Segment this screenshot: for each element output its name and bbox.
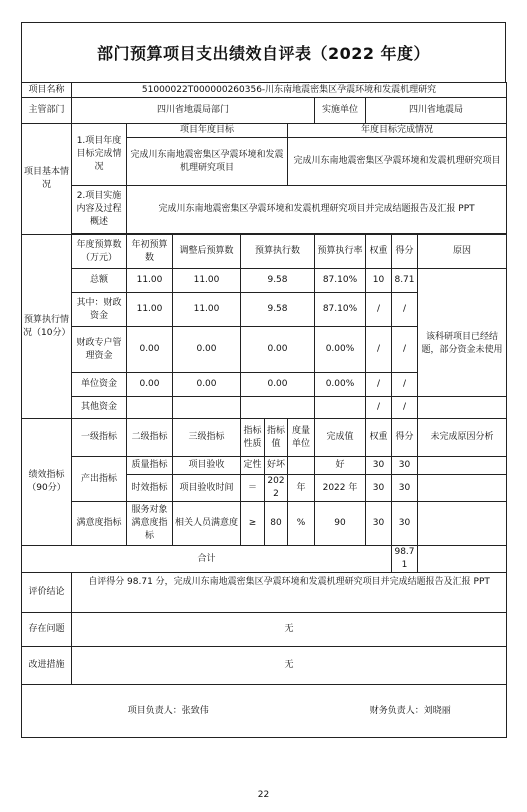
- budget-row-executed: 9.58: [241, 293, 315, 327]
- goal-text: 完成川东南地震密集区孕震环境和发震机理研究项目: [127, 138, 288, 186]
- project-name-value: 51000022T000000260356-川东南地震密集区孕震环境和发震机理研究: [72, 83, 507, 98]
- budget-header-amount: 年度预算数（万元）: [72, 235, 127, 269]
- budget-row-weight: 10: [366, 269, 392, 293]
- perf-row-lvl3: 项目验收: [173, 457, 241, 475]
- budget-header-weight: 权重: [366, 235, 392, 269]
- perf-row-unit: 年: [288, 475, 315, 502]
- budget-row-adjusted: 0.00: [173, 373, 241, 397]
- perf-header-lvl3: 三级指标: [173, 419, 241, 457]
- impl-unit-label: 实施单位: [315, 98, 366, 124]
- perf-header-unit: 度量单位: [288, 419, 315, 457]
- perf-row-done: 2022 年: [315, 475, 366, 502]
- perf-row-reason: [418, 457, 507, 475]
- issues-label: 存在问题: [22, 613, 72, 647]
- issues-text: 无: [72, 613, 507, 647]
- perf-row-weight: 30: [366, 502, 392, 546]
- improve-label: 改进措施: [22, 647, 72, 685]
- perf-row-lvl3: 项目验收时间: [173, 475, 241, 502]
- budget-row-initial: 11.00: [127, 293, 173, 327]
- perf-row-weight: 30: [366, 475, 392, 502]
- budget-header-rate: 预算执行率: [315, 235, 366, 269]
- dept-label: 主管部门: [22, 98, 72, 124]
- budget-row-label: 其中：财政资金: [72, 293, 127, 327]
- perf-header-score: 得分: [392, 419, 418, 457]
- budget-row-initial: [127, 397, 173, 419]
- budget-row-label: 单位资金: [72, 373, 127, 397]
- perf-row-unit: %: [288, 502, 315, 546]
- perf-row-nature: 定性: [241, 457, 265, 475]
- impl-content-text: 完成川东南地震密集区孕震环境和发震机理研究项目并完成结题报告及汇报 PPT: [127, 186, 507, 234]
- budget-header-reason: 原因: [418, 235, 507, 269]
- perf-row-reason: [418, 502, 507, 546]
- budget-row-weight: /: [366, 397, 392, 419]
- basic-section-label: 项目基本情况: [22, 124, 72, 235]
- annual-goal-label: 1.项目年度目标完成情况: [72, 124, 127, 186]
- budget-header-score: 得分: [392, 235, 418, 269]
- perf-row-weight: 30: [366, 457, 392, 475]
- perf-row-done: 90: [315, 502, 366, 546]
- budget-header-adjusted: 调整后预算数: [173, 235, 241, 269]
- total-label: 合计: [22, 546, 392, 573]
- budget-row-adjusted: [173, 397, 241, 419]
- budget-row-rate: 87.10%: [315, 293, 366, 327]
- perf-header-weight: 权重: [366, 419, 392, 457]
- budget-row-label: 其他资金: [72, 397, 127, 419]
- budget-row-executed: 9.58: [241, 269, 315, 293]
- finance-lead-signature: 财务负责人：刘晓丽: [315, 685, 507, 738]
- goal-header: 项目年度目标: [127, 124, 288, 138]
- conclusion-text: 自评得分 98.71 分，完成川东南地震密集区孕震环境和发震机理研究项目并完成结题报告及汇报 PPT: [72, 573, 507, 613]
- budget-row-weight: /: [366, 373, 392, 397]
- budget-row-adjusted: 11.00: [173, 269, 241, 293]
- perf-row-score: 30: [392, 502, 418, 546]
- document-title: 部门预算项目支出绩效自评表（2022 年度）: [21, 22, 506, 82]
- budget-row-adjusted: 11.00: [173, 293, 241, 327]
- completion-text: 完成川东南地震密集区孕震环境和发震机理研究项目: [288, 138, 507, 186]
- evaluation-table: [21, 82, 507, 738]
- perf-row-nature: ≥: [241, 502, 265, 546]
- perf-row-score: 30: [392, 457, 418, 475]
- dept-value: 四川省地震局部门: [72, 98, 315, 124]
- project-lead-signature: 项目负责人：张致伟: [22, 685, 315, 738]
- perf-row-reason: [418, 475, 507, 502]
- budget-row-rate: 0.00%: [315, 327, 366, 373]
- budget-row-rate: [315, 397, 366, 419]
- perf-header-lvl2: 二级指标: [127, 419, 173, 457]
- conclusion-label: 评价结论: [22, 573, 72, 613]
- budget-section-label: 预算执行情况（10分）: [22, 235, 72, 419]
- budget-row-weight: /: [366, 327, 392, 373]
- budget-row-score: /: [392, 327, 418, 373]
- budget-row-score: /: [392, 293, 418, 327]
- budget-header-initial: 年初预算数: [127, 235, 173, 269]
- improve-text: 无: [72, 647, 507, 685]
- budget-row-executed: 0.00: [241, 327, 315, 373]
- budget-row-rate: 87.10%: [315, 269, 366, 293]
- total-score: 98.71: [392, 546, 418, 573]
- budget-row-executed: 0.00: [241, 373, 315, 397]
- total-blank: [418, 546, 507, 573]
- perf-row-value: 好坏: [265, 457, 288, 475]
- perf-row-lvl2: 服务对象满意度指标: [127, 502, 173, 546]
- budget-row-rate: 0.00%: [315, 373, 366, 397]
- budget-reason-empty: [418, 397, 507, 419]
- satisfaction-indicator-label: 满意度指标: [72, 502, 127, 546]
- impl-content-label: 2.项目实施内容及过程概述: [72, 186, 127, 234]
- budget-reason-top: [418, 269, 507, 293]
- budget-header-executed: 预算执行数: [241, 235, 315, 269]
- perf-header-nature: 指标性质: [241, 419, 265, 457]
- perf-row-done: 好: [315, 457, 366, 475]
- completion-header: 年度目标完成情况: [288, 124, 507, 138]
- budget-row-weight: /: [366, 293, 392, 327]
- perf-header-done: 完成值: [315, 419, 366, 457]
- page-number: 22: [257, 790, 270, 800]
- perf-header-value: 指标值: [265, 419, 288, 457]
- budget-row-executed: [241, 397, 315, 419]
- budget-row-adjusted: 0.00: [173, 327, 241, 373]
- perf-row-lvl3: 相关人员满意度: [173, 502, 241, 546]
- perf-header-reason: 未完成原因分析: [418, 419, 507, 457]
- budget-row-score: /: [392, 373, 418, 397]
- output-indicator-label: 产出指标: [72, 457, 127, 502]
- budget-row-score: 8.71: [392, 269, 418, 293]
- budget-row-label: 总额: [72, 269, 127, 293]
- perf-row-value: 2022: [265, 475, 288, 502]
- perf-section-label: 绩效指标（90分）: [22, 419, 72, 546]
- perf-row-lvl2: 质量指标: [127, 457, 173, 475]
- impl-unit-value: 四川省地震局: [366, 98, 507, 124]
- budget-row-label: 财政专户管理资金: [72, 327, 127, 373]
- perf-row-lvl2: 时效指标: [127, 475, 173, 502]
- budget-row-initial: 11.00: [127, 269, 173, 293]
- perf-row-score: 30: [392, 475, 418, 502]
- project-name-label: 项目名称: [22, 83, 72, 98]
- budget-row-initial: 0.00: [127, 373, 173, 397]
- perf-row-nature: ＝: [241, 475, 265, 502]
- perf-row-value: 80: [265, 502, 288, 546]
- perf-header-lvl1: 一级指标: [72, 419, 127, 457]
- budget-row-score: /: [392, 397, 418, 419]
- perf-row-unit: [288, 457, 315, 475]
- budget-reason-text: 该科研项目已经结题，部分资金未使用: [418, 293, 507, 397]
- budget-row-initial: 0.00: [127, 327, 173, 373]
